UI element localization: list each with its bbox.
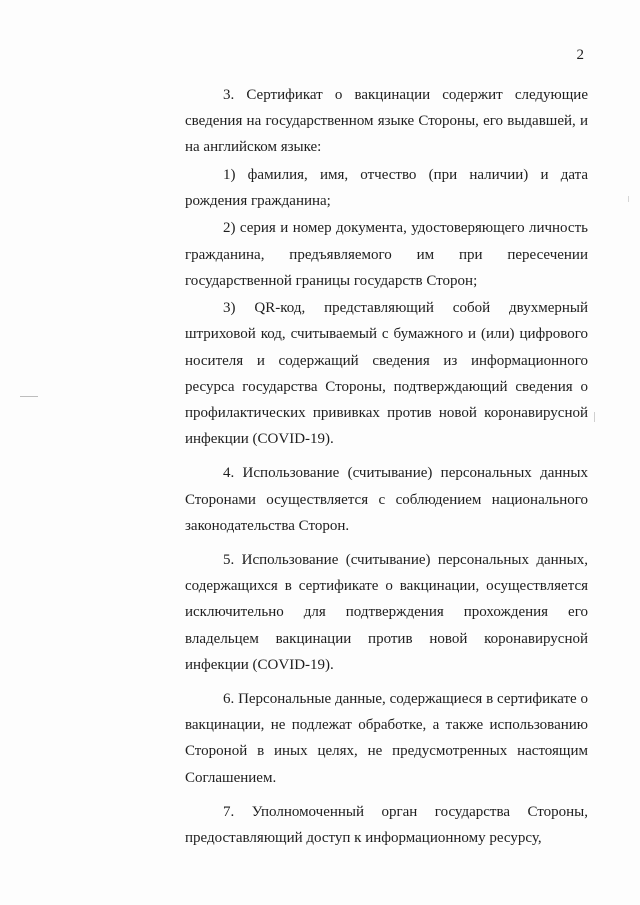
paragraph-3-item-1: 1) фамилия, имя, отчество (при наличии) и дата рождения гражданина; (185, 166, 588, 209)
document-body (185, 82, 588, 852)
paragraph-5: 5. Использование (считывание) персональных данных, содержащихся в сертификате о вакцинации, осуществляется исключительно для подтверждения прохождения его владельцем вакцинации против новой коронавирусной инфекции (COVID-19). (185, 552, 588, 673)
scan-artifact (594, 412, 595, 422)
paragraph-6: 6. Персональные данные, содержащиеся в сертификате о вакцинации, не подлежат обработке, а также использованию Стороной в иных целях, не предусмотренных настоящим Соглашением. (185, 691, 588, 786)
paragraph-3-item-3: 3) QR-код, представляющий собой двухмерный штриховой код, считываемый с бумажного и (или) цифрового носителя и содержащий сведения из информационного ресурса государства Стороны, подтверждающий сведения о профилактических прививках против новой коронавирусной инфекции (COVID-19). (185, 300, 588, 448)
scan-artifact (20, 396, 38, 397)
paragraph-4: 4. Использование (считывание) персональных данных Сторонами осуществляется с соблюдением национального законодательства Сторон. (185, 465, 588, 534)
paragraph-3: 3. Сертификат о вакцинации содержит следующие сведения на государственном языке Стороны, его выдавшей, и на английском языке: (185, 87, 588, 156)
page-number: 2 (576, 47, 584, 63)
paragraph-3-item-2: 2) серия и номер документа, удостоверяющего личность гражданина, предъявляемого им при пересечении государственной границы государств Сторон; (185, 220, 588, 289)
paragraph-7: 7. Уполномоченный орган государства Стороны, предоставляющий доступ к информационному ресурсу, (185, 803, 588, 847)
scan-artifact (628, 196, 629, 202)
